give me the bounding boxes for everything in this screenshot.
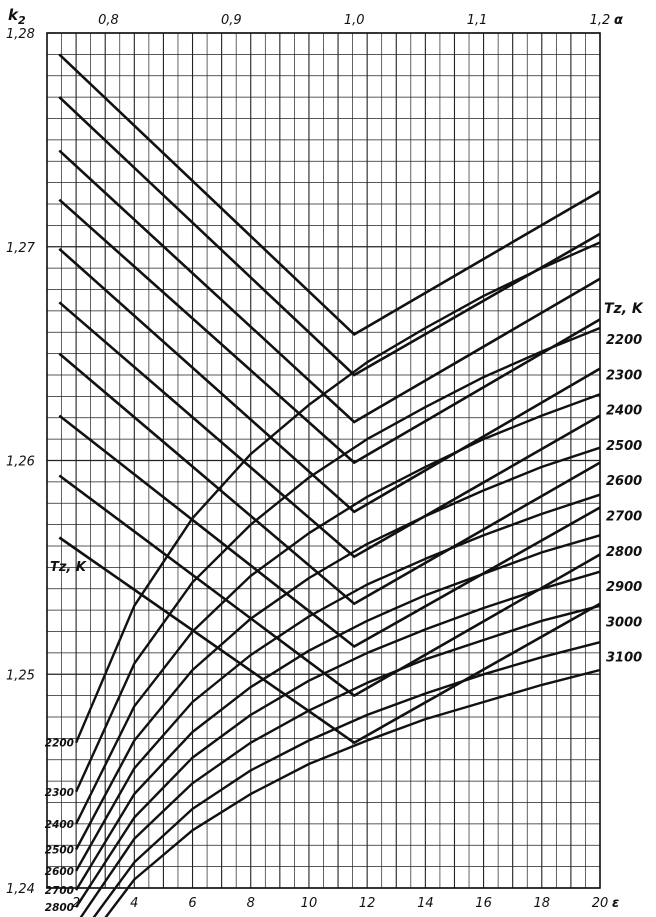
x-top-tick-label: 1,2: [589, 13, 611, 28]
alpha-curve-2900: [59, 416, 600, 647]
x-top-tick-label: 0,8: [98, 13, 119, 28]
x-bottom-tick-label: 14: [417, 896, 434, 911]
x-bottom-tick-label: 4: [130, 896, 139, 911]
right-legend-label: 3100: [606, 650, 643, 666]
alpha-curve-2200: [59, 54, 600, 334]
x-bottom-tick-label: 18: [533, 896, 551, 911]
alpha-curve-2300: [59, 97, 600, 375]
left-legend-label: 2600: [44, 865, 74, 878]
alpha-curve-2700: [59, 302, 600, 556]
y-axis-label: $k_2$: [8, 6, 26, 27]
left-legend-title: Tz, K: [50, 560, 86, 575]
right-legend-title: Tz, K: [604, 301, 643, 317]
y-tick-label: 1,24: [6, 882, 35, 897]
right-legend-label: 2700: [606, 509, 643, 525]
x-top-tick-label: 0,9: [220, 13, 242, 28]
x-bottom-tick-label: 8: [246, 896, 255, 911]
right-legend-label: 2800: [606, 544, 643, 560]
right-legend-label: 3000: [606, 615, 643, 631]
y-tick-label: 1,27: [6, 240, 35, 256]
x-bottom-tick-label: 12: [358, 896, 376, 911]
left-legend-label: 2800: [44, 902, 74, 915]
y-tick-label: 1,26: [6, 454, 35, 470]
right-legend-label: 2200: [606, 333, 643, 348]
right-legend-label: 2600: [606, 474, 643, 490]
x-top-axis-label: α: [614, 13, 623, 28]
alpha-curve-2600: [59, 249, 600, 512]
right-legend-label: 2300: [606, 368, 643, 384]
x-top-tick-label: 1,0: [343, 13, 365, 28]
right-legend-label: 2500: [606, 438, 643, 454]
left-legend-label: 2300: [44, 786, 74, 799]
x-bottom-tick-label: 20: [591, 896, 609, 911]
y-tick-label: 1,28: [6, 27, 35, 42]
left-legend-label: 2500: [44, 844, 74, 857]
x-bottom-tick-label: 16: [475, 896, 492, 911]
curves: [59, 54, 600, 917]
x-top-tick-label: 1,1: [466, 13, 488, 28]
alpha-curve-2400: [59, 151, 600, 422]
left-legend-label: 2700: [44, 885, 74, 898]
x-bottom-tick-label: 6: [188, 896, 197, 911]
right-legend-label: 2900: [606, 580, 643, 596]
right-legend-label: 2400: [606, 403, 643, 419]
x-bottom-tick-label: 2: [71, 896, 81, 911]
x-bottom-axis-label: ε: [612, 896, 620, 911]
labels: [6, 6, 644, 917]
left-legend-label: 2400: [44, 818, 74, 831]
grid: [44, 33, 600, 888]
x-bottom-tick-label: 10: [300, 896, 318, 911]
y-tick-label: 1,25: [6, 668, 35, 684]
left-legend-label: 2200: [44, 737, 74, 750]
